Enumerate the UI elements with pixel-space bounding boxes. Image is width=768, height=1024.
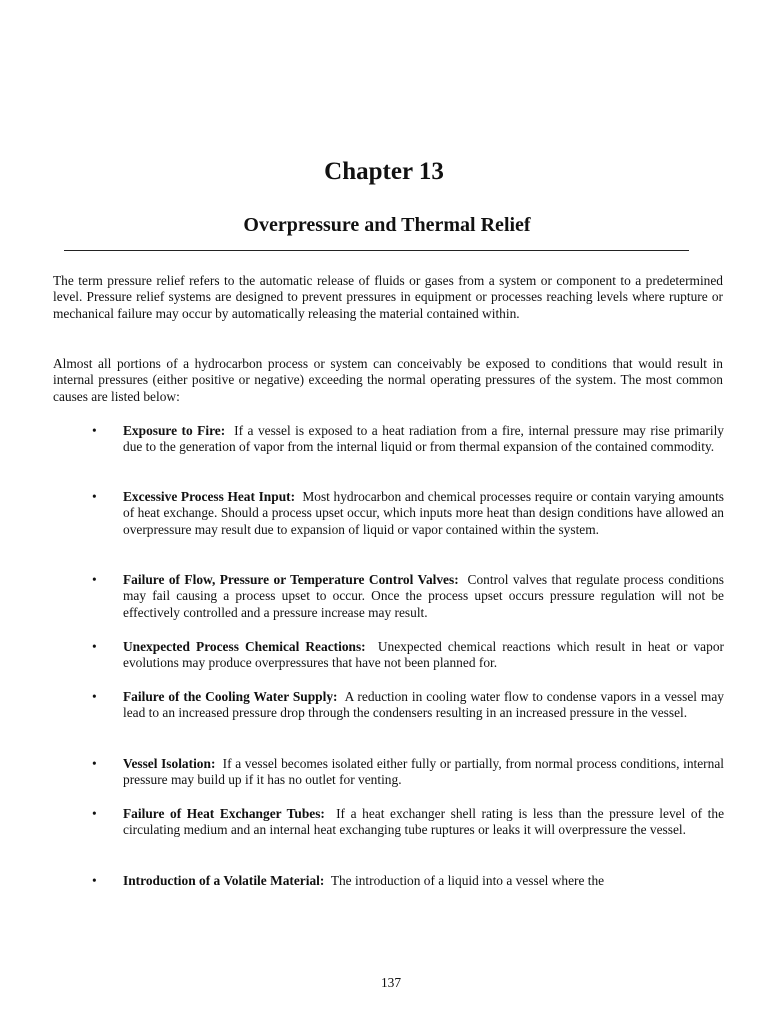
list-item-term: Failure of Heat Exchanger Tubes: bbox=[123, 806, 325, 821]
list-item-text: Unexpected chemical reactions which result in heat or vapor evolutions may produce overpressures that have not been planned for. bbox=[123, 639, 724, 671]
list-item-body bbox=[123, 639, 724, 672]
page-number: 137 bbox=[380, 975, 402, 990]
list-item-body bbox=[123, 423, 724, 456]
list-item-term: Unexpected Process Chemical Reactions: bbox=[123, 639, 366, 654]
chapter-number: Chapter 13 bbox=[324, 158, 444, 185]
list-item-body bbox=[123, 489, 724, 538]
chapter-title: Overpressure and Thermal Relief bbox=[243, 214, 531, 236]
list-item-text: If a vessel becomes isolated either fully or partially, from normal process conditions, internal pressure may build up if it has no outlet for venting. bbox=[123, 756, 724, 788]
list-item-term: Excessive Process Heat Input: bbox=[123, 489, 296, 504]
bullet-icon: • bbox=[92, 756, 97, 771]
bullet-icon: • bbox=[92, 689, 97, 704]
bullet-icon: • bbox=[92, 489, 97, 504]
bullet-icon: • bbox=[92, 423, 97, 438]
list-item-body bbox=[123, 572, 724, 621]
intro-paragraph: The term pressure relief refers to the automatic release of fluids or gases from a system or component to a predetermined level. Pressure relief systems are designed to prevent pressures in equipment or processes reaching levels where rupture or mechanical failure may occur by automatically releasing the material contained within. bbox=[53, 273, 723, 321]
bullet-icon: • bbox=[92, 572, 97, 587]
list-item-body bbox=[123, 756, 724, 789]
list-item-text: Control valves that regulate process conditions may fail causing a process upset to occur. Once the process upset occurs pressure regulation will not be effectively controlled and a pressure increase may result. bbox=[123, 572, 724, 620]
bullet-icon: • bbox=[92, 806, 97, 821]
list-item-text: If a vessel is exposed to a heat radiation from a fire, internal pressure may rise primarily due to the generation of vapor from the internal liquid or from thermal expansion of the contained commodity. bbox=[123, 423, 724, 455]
list-item-text: Most hydrocarbon and chemical processes require or contain varying amounts of heat exchange. Should a process upset occur, which inputs more heat than design conditions have allowed an overpressure may result due to expansion of liquid or vapor contained within the system. bbox=[123, 489, 725, 537]
list-item-text: A reduction in cooling water flow to condense vapors in a vessel may lead to an increased pressure drop through the condensers resulting in an increased pressure in the vessel. bbox=[123, 689, 724, 721]
list-item-term: Failure of the Cooling Water Supply: bbox=[123, 689, 338, 704]
list-item-body bbox=[123, 689, 724, 722]
list-item-body bbox=[123, 806, 724, 839]
list-item-term: Exposure to Fire: bbox=[123, 423, 226, 438]
list-item-text: The introduction of a liquid into a vessel where the bbox=[330, 873, 605, 888]
bullet-icon: • bbox=[92, 873, 97, 888]
title-divider bbox=[64, 250, 689, 251]
list-item-text: If a heat exchanger shell rating is less than the pressure level of the circulating medium and an internal heat exchanging tube ruptures or leaks it will overpressure the vessel. bbox=[123, 806, 725, 838]
bullet-icon: • bbox=[92, 639, 97, 654]
list-item-term: Vessel Isolation: bbox=[123, 756, 216, 771]
list-item-body bbox=[123, 873, 724, 889]
causes-paragraph: Almost all portions of a hydrocarbon process or system can conceivably be exposed to conditions that would result in internal pressures (either positive or negative) exceeding the normal operating pressures of the system. The most common causes are listed below: bbox=[53, 356, 723, 404]
list-item-term: Introduction of a Volatile Material: bbox=[123, 873, 325, 888]
list-item-term: Failure of Flow, Pressure or Temperature Control Valves: bbox=[123, 572, 459, 587]
